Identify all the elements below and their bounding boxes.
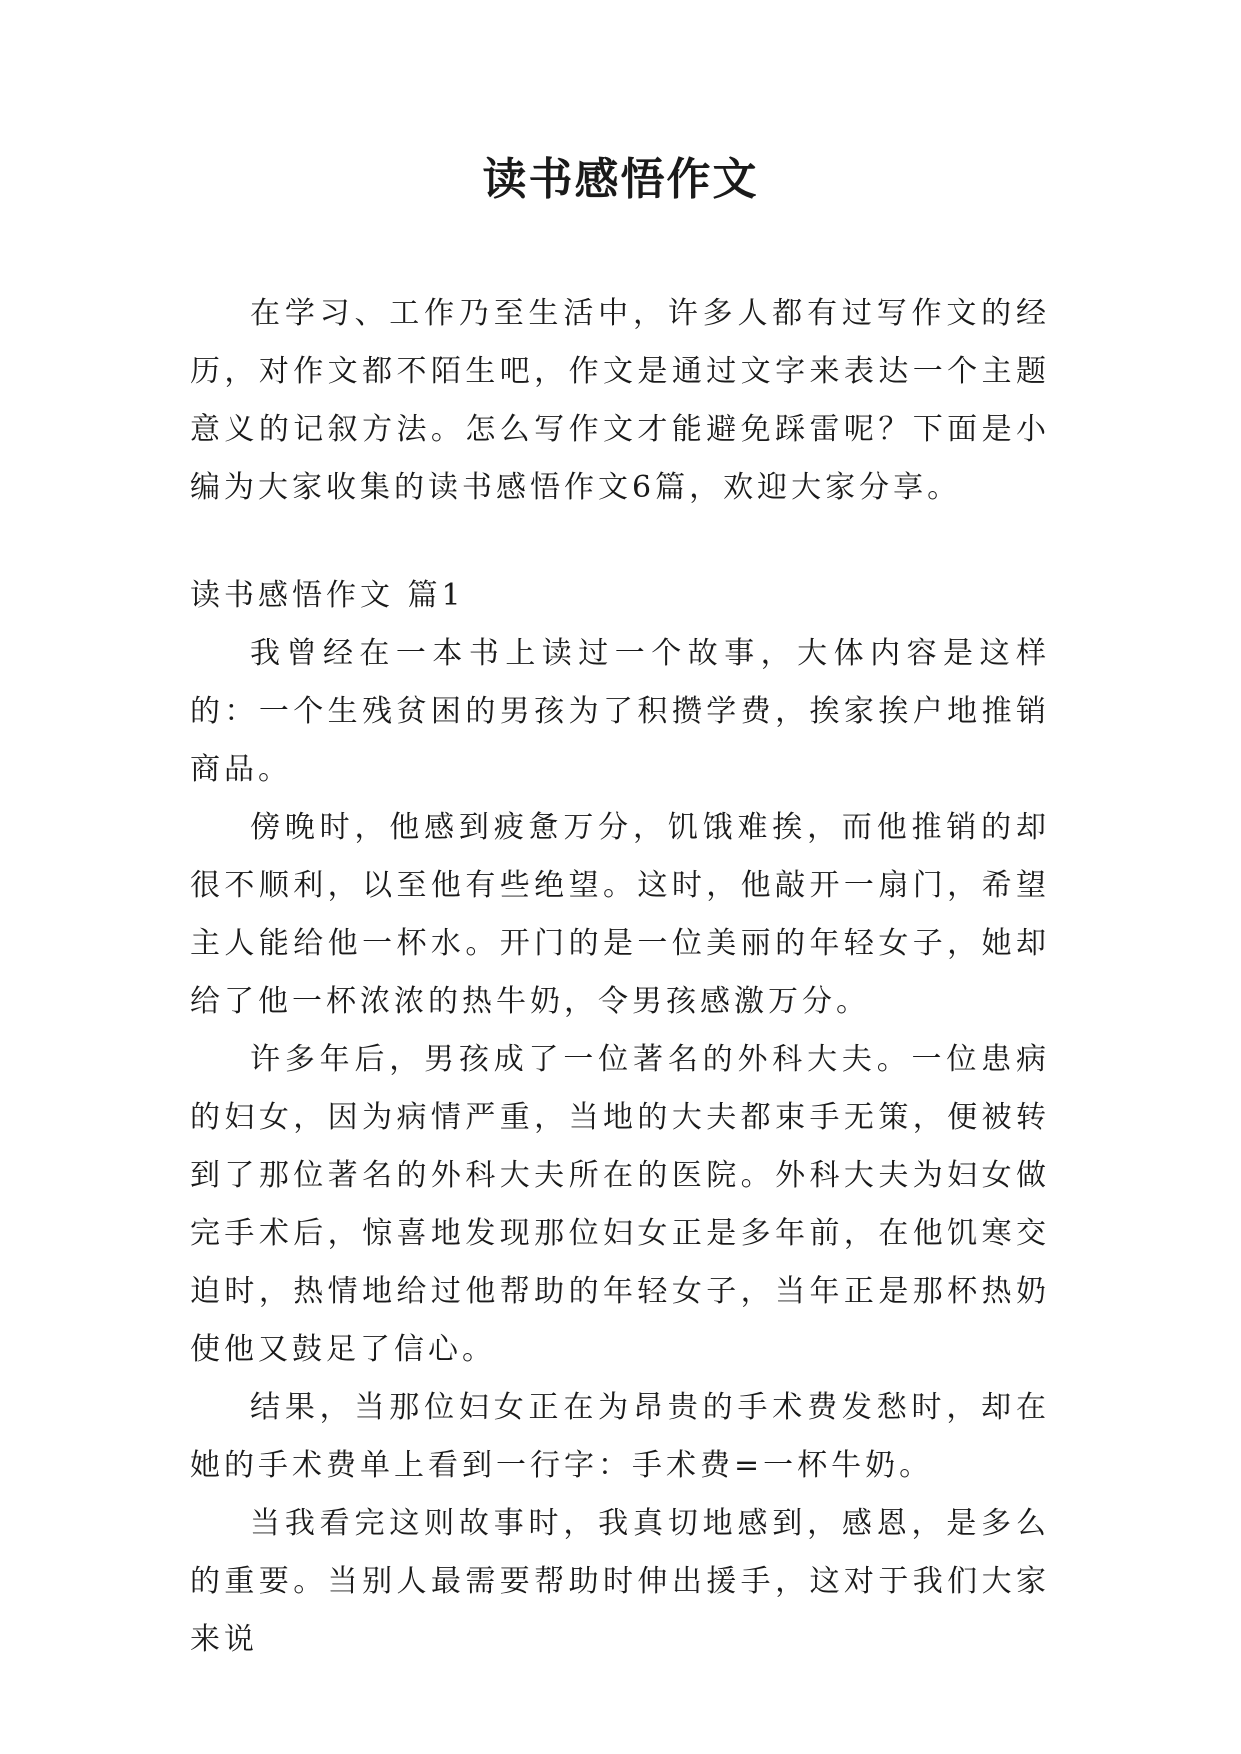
page-title: 读书感悟作文: [482, 154, 759, 205]
section-heading: 读书感悟作文 篇1: [190, 578, 465, 613]
body-paragraph: 许多年后，男孩成了一位著名的外科大夫。一位患病的妇女，因为病情严重，当地的大夫都束手无策，便被转到了那位著名的外科大夫所在的医院。外科大夫为妇女做完手术后，惊喜地发现那位妇女正是多年前，在他饥寒交迫时，热情地给过他帮助的年轻女子，当年正是那杯热奶使他又鼓足了信心。: [190, 1042, 1050, 1367]
body-paragraph: 结果，当那位妇女正在为昂贵的手术费发愁时，却在她的手术费单上看到一行字：手术费=一杯牛奶。: [190, 1390, 1050, 1483]
body-paragraph: 当我看完这则故事时，我真切地感到，感恩，是多么的重要。当别人最需要帮助时伸出援手，这对于我们大家来说: [190, 1506, 1050, 1657]
body-paragraph: 我曾经在一本书上读过一个故事，大体内容是这样的：一个生残贫困的男孩为了积攒学费，挨家挨户地推销商品。: [190, 636, 1050, 787]
document-body: [190, 285, 1050, 1669]
body-paragraph: 傍晚时，他感到疲惫万分，饥饿难挨，而他推销的却很不顺利，以至他有些绝望。这时，他敲开一扇门，希望主人能给他一杯水。开门的是一位美丽的年轻女子，她却给了他一杯浓浓的热牛奶，令男孩感激万分。: [190, 810, 1050, 1019]
intro-paragraph: 在学习、工作乃至生活中，许多人都有过写作文的经历，对作文都不陌生吧，作文是通过文字来表达一个主题意义的记叙方法。怎么写作文才能避免踩雷呢？下面是小编为大家收集的读书感悟作文6篇，欢迎大家分享。: [190, 296, 1050, 505]
